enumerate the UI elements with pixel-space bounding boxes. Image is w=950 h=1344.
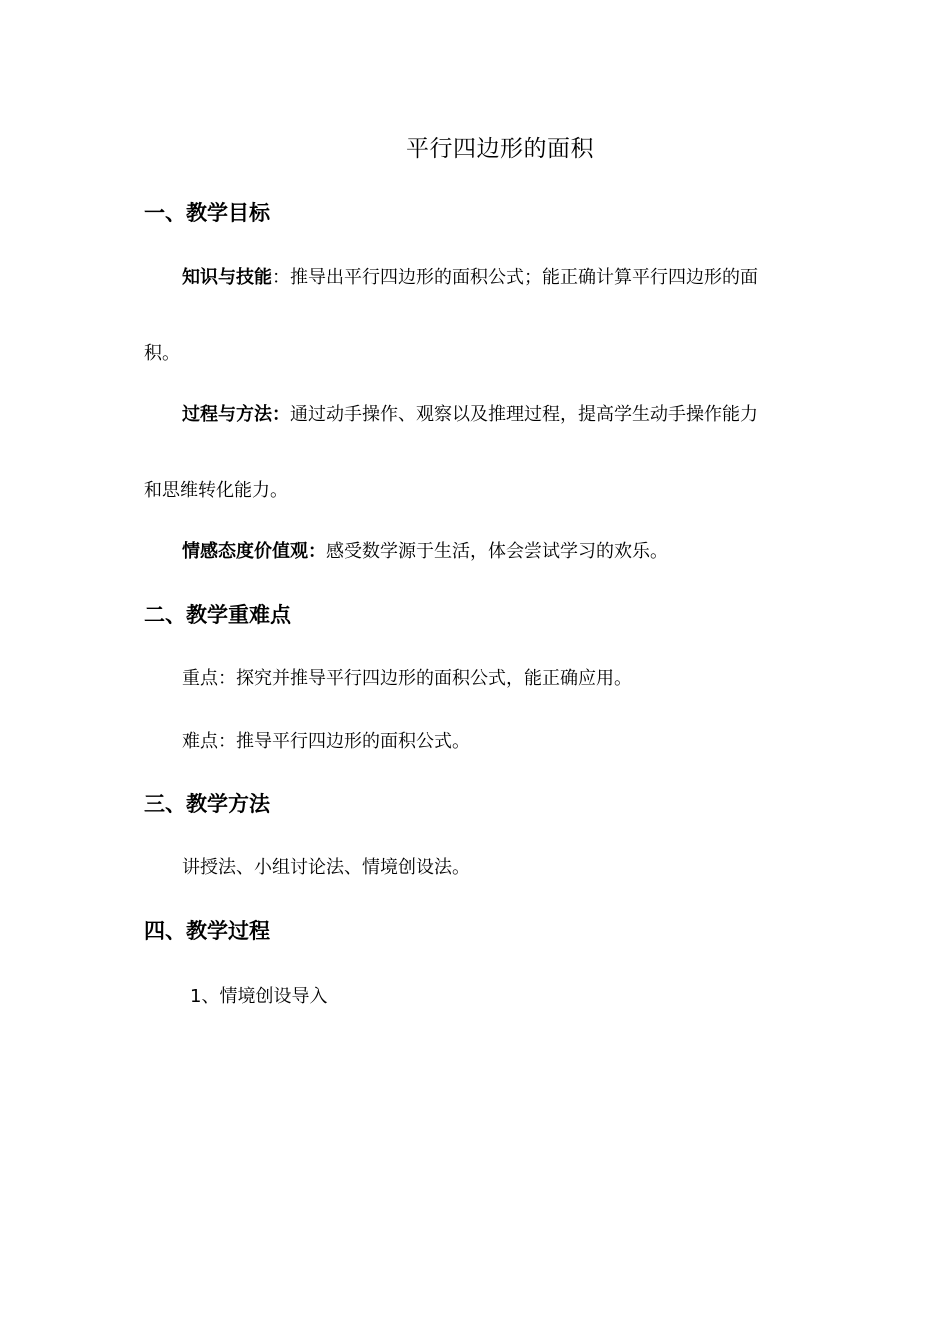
objective-process-line1 xyxy=(182,402,758,428)
key-point-line: 重点：探究并推导平行四边形的面积公式，能正确应用。 xyxy=(182,668,632,689)
objective-knowledge-separator: ： xyxy=(272,267,290,288)
objective-emotion-text: 感受数学源于生活，体会尝试学习的欢乐。 xyxy=(326,541,668,562)
difficult-point-line: 难点：推导平行四边形的面积公式。 xyxy=(182,731,470,752)
objective-process-text: 通过动手操作、观察以及推理过程，提高学生动手操作能力 xyxy=(290,404,758,425)
section-heading-key-points: 二、教学重难点 xyxy=(144,603,291,627)
methods-line: 讲授法、小组讨论法、情境创设法。 xyxy=(182,857,470,878)
section-heading-objectives: 一、教学目标 xyxy=(144,201,270,225)
objective-knowledge-line1 xyxy=(182,265,758,291)
objective-knowledge-label: 知识与技能 xyxy=(182,267,272,288)
section-heading-methods: 三、教学方法 xyxy=(144,792,270,816)
objective-emotion-label: 情感态度价值观： xyxy=(182,541,326,562)
objective-knowledge-text: 推导出平行四边形的面积公式；能正确计算平行四边形的面 xyxy=(290,267,758,288)
section-heading-process: 四、教学过程 xyxy=(144,919,270,943)
process-step-1 xyxy=(190,984,327,1010)
document-title: 平行四边形的面积 xyxy=(406,136,594,162)
objective-knowledge-line2: 积。 xyxy=(144,343,180,364)
process-step-text: 情境创设导入 xyxy=(219,986,328,1007)
objective-process-label: 过程与方法： xyxy=(182,404,290,425)
process-step-number: 1、 xyxy=(190,986,220,1007)
objective-emotion-line xyxy=(182,539,668,565)
objective-process-line2: 和思维转化能力。 xyxy=(144,480,288,501)
